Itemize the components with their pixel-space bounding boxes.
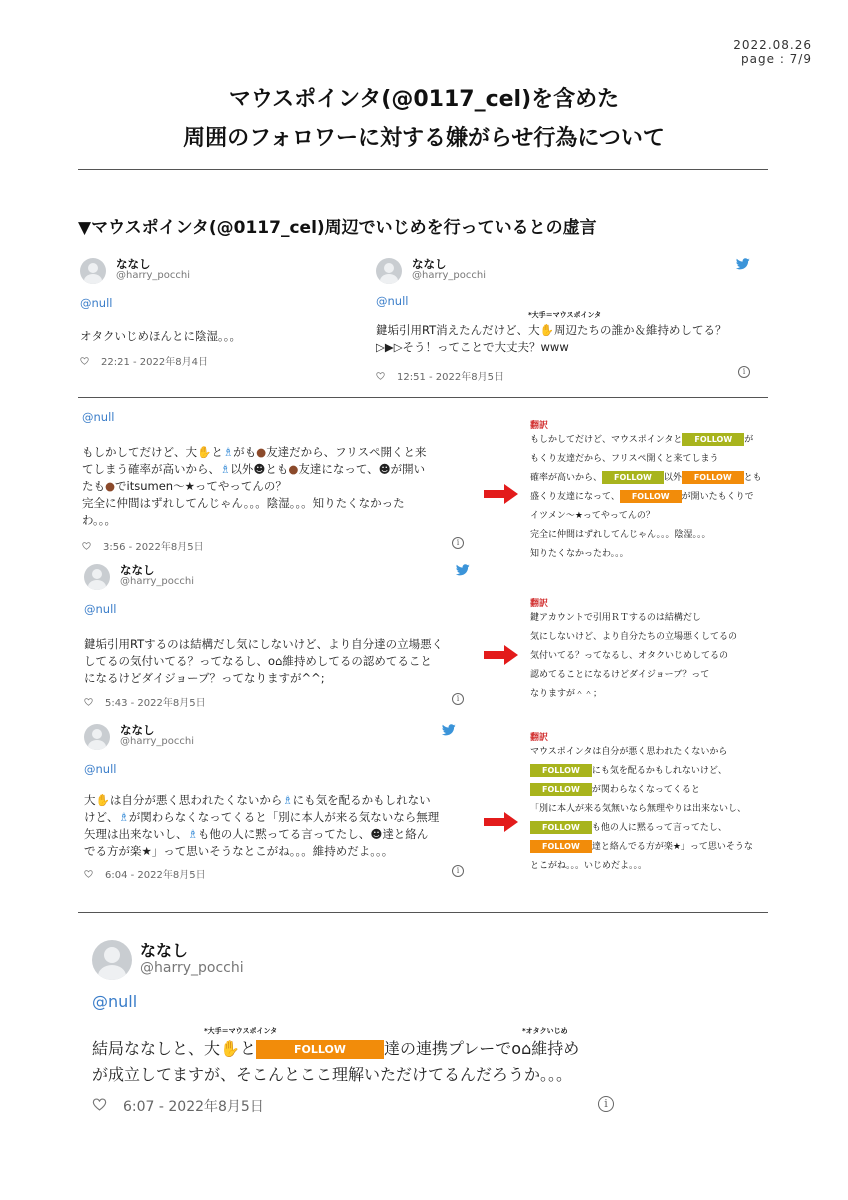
text-segment: 友達だから、フリスペ開くと来 <box>266 445 427 459</box>
text-segment: と <box>211 445 223 459</box>
tweet-author-name: ななし <box>120 563 155 577</box>
translation-text <box>530 743 753 876</box>
twitter-bird-icon <box>456 564 470 576</box>
text-line <box>530 781 753 800</box>
tweet-card-1 <box>80 258 320 368</box>
text-line <box>82 478 427 495</box>
text-line: 知りたくなかったわ。。。 <box>530 549 629 559</box>
tweet-text <box>92 1036 579 1088</box>
follow-badge: FOLLOW <box>620 490 682 503</box>
text-segment: と <box>239 1039 256 1058</box>
arrow-right-icon <box>484 645 518 665</box>
text-segment: 友達になって、 <box>298 462 379 476</box>
heart-icon[interactable] <box>376 372 385 380</box>
text-line: 気付いてる？ってなるし、オタクいじめしてるの <box>530 651 729 661</box>
text-segment: 周辺たちの誰か＆維持めしてる？ <box>554 323 727 337</box>
text-segment: 矢理は出来ないし、 <box>84 827 188 841</box>
text-segment: が <box>744 435 754 445</box>
text-line: が成立してますが、そこんとここ理解いただけてるんだろうか。。。 <box>92 1065 573 1084</box>
wizard-emoji-icon: ♗ <box>187 827 198 841</box>
text-line <box>530 431 762 450</box>
wizard-emoji-icon: ♗ <box>220 462 231 476</box>
tweet-card-6 <box>92 940 622 1120</box>
text-line: 鍵垢引用RTするのは結構だし気にしないけど、より自分達の立場悪く <box>84 637 444 651</box>
text-line: 「別に本人が来る気無いなら無理やりは出来ないし、 <box>530 804 747 814</box>
tweet-footer <box>82 538 204 553</box>
text-segment: もしかしてだけど、マウスポインタと <box>530 435 683 445</box>
translation-block-1 <box>530 418 762 564</box>
tweet-footer <box>376 368 504 383</box>
text-segment: とも <box>743 473 762 483</box>
text-segment: 達の連携プレーでo <box>383 1039 522 1058</box>
text-segment: 以外 <box>663 473 682 483</box>
page-title-line-1: マウスポインタ(@0117_cel)を含めた <box>228 87 620 112</box>
info-icon[interactable]: i <box>452 537 464 549</box>
annotation-note: *大手＝マウスポインタ <box>204 1027 278 1035</box>
title-divider <box>78 169 768 170</box>
text-line <box>82 444 427 461</box>
wizard-emoji-icon: ♗ <box>118 810 129 824</box>
text-line <box>92 1036 579 1062</box>
tweet-text <box>82 444 427 529</box>
page-number: page : 7/9 <box>741 52 812 66</box>
text-line <box>82 461 427 478</box>
hand-emoji-icon: ✋ <box>539 323 555 337</box>
house-emoji-icon: ⌂ <box>275 654 283 668</box>
house-emoji-icon: ⌂ <box>521 1039 532 1058</box>
text-segment: 盛くり友達になって、 <box>530 492 620 502</box>
text-line <box>84 826 439 843</box>
text-segment: は自分が悪く思われたくないから <box>109 793 283 807</box>
tweet-text <box>84 636 443 687</box>
avatar-icon <box>92 940 132 980</box>
text-line <box>84 809 439 826</box>
tweet-timestamp: 22:21 - 2022年8月4日 <box>101 357 208 368</box>
follow-badge: FOLLOW <box>530 840 592 853</box>
hand-emoji-icon: ✋ <box>220 1039 240 1058</box>
text-segment: もしかしてだけど、大 <box>82 445 197 459</box>
tweet-mention[interactable]: @null <box>84 602 117 616</box>
tweet-text <box>84 792 439 860</box>
tweet-timestamp: 6:04 - 2022年8月5日 <box>105 870 206 881</box>
tweet-card-5 <box>84 724 468 880</box>
text-line: もくり友達だから、フリスペ開くと来てしまう <box>530 454 719 464</box>
text-segment: たも <box>82 479 105 493</box>
follow-badge: FOLLOW <box>602 471 664 484</box>
text-line: マウスポインタは自分が悪く思われたくないから <box>530 747 728 757</box>
tweet-author-handle[interactable]: @harry_pocchi <box>412 270 487 281</box>
text-line <box>530 838 753 857</box>
tweet-author-handle[interactable]: @harry_pocchi <box>140 960 244 976</box>
tweet-author-handle[interactable]: @harry_pocchi <box>116 270 191 281</box>
document-date: 2022.08.26 <box>733 38 812 52</box>
tweet-text: オタクいじめほんとに陰湿。。。 <box>80 329 241 343</box>
chestnut-emoji-icon: ● <box>256 445 267 459</box>
twitter-bird-icon <box>736 258 750 270</box>
hand-emoji-icon: ✋ <box>95 793 110 807</box>
text-line: 認めてることになるけどダイジョーブ？って <box>530 670 710 680</box>
text-segment: にも気を配るかもしれないけど、 <box>591 766 727 776</box>
text-segment: にも気を配るかもしれない <box>292 793 431 807</box>
text-line: ▷▶▷そう！ってことで大丈夫？www <box>376 340 569 354</box>
tweet-mention[interactable]: @null <box>92 992 138 1011</box>
tweet-author-handle[interactable]: @harry_pocchi <box>120 576 195 587</box>
arrow-right-icon <box>484 812 518 832</box>
translation-heading: 翻訳 <box>530 599 549 609</box>
follow-badge: FOLLOW <box>682 433 744 446</box>
tweet-footer <box>80 353 208 368</box>
tweet-card-4 <box>84 564 468 710</box>
arrow-right-icon <box>484 484 518 504</box>
tweet-author-name: ななし <box>412 257 447 271</box>
info-icon[interactable]: i <box>452 865 464 877</box>
text-segment: が開いたもくりで <box>681 492 754 502</box>
translation-heading: 翻訳 <box>530 421 549 431</box>
translation-block-2 <box>530 596 737 704</box>
text-line <box>530 762 753 781</box>
annotation-note: *大手＝マウスポインタ <box>528 311 602 319</box>
heart-icon[interactable] <box>80 357 89 365</box>
follow-badge: FOLLOW <box>530 783 592 796</box>
avatar-icon <box>84 724 110 750</box>
section-divider <box>78 912 768 913</box>
translation-text <box>530 609 737 704</box>
text-line <box>530 819 753 838</box>
avatar-icon <box>84 564 110 590</box>
translation-heading: 翻訳 <box>530 733 549 743</box>
info-icon[interactable]: i <box>738 366 750 378</box>
text-line: 完全に仲間はずれしてんじゃん。。。陰湿。。。知りたくなかった <box>82 496 405 510</box>
text-segment: てしまう確率が高いから、 <box>82 462 220 476</box>
tweet-author-name: ななし <box>140 941 189 960</box>
tweet-timestamp: 12:51 - 2022年8月5日 <box>397 372 504 383</box>
person-emoji-icon: ☻ <box>253 462 266 476</box>
text-segment: も他の人に黙るって言ってたし、 <box>591 823 727 833</box>
wizard-emoji-icon: ♗ <box>282 793 293 807</box>
tweet-card-2 <box>376 258 752 382</box>
heart-icon[interactable] <box>82 542 91 550</box>
twitter-bird-icon <box>442 724 456 736</box>
text-segment: でitsumen〜★ってやってんの？ <box>115 479 287 493</box>
follow-badge: FOLLOW <box>682 471 744 484</box>
tweet-author-name: ななし <box>116 257 151 271</box>
person-emoji-icon: ☻ <box>378 462 391 476</box>
text-segment: 大 <box>84 793 96 807</box>
heart-icon[interactable] <box>84 870 93 878</box>
chestnut-emoji-icon: ● <box>105 479 116 493</box>
info-icon[interactable]: i <box>598 1096 614 1112</box>
tweet-text <box>376 322 727 356</box>
annotation-note: *オタクいじめ <box>522 1027 568 1035</box>
translation-block-3 <box>530 730 753 876</box>
text-segment: がも <box>233 445 257 459</box>
chestnut-emoji-icon: ● <box>288 462 299 476</box>
text-segment: が関わらなくなってくると「別に本人が来る気ないなら無理 <box>128 810 440 824</box>
tweet-author-handle[interactable]: @harry_pocchi <box>120 736 195 747</box>
text-line <box>84 792 439 809</box>
follow-badge: FOLLOW <box>530 821 592 834</box>
tweet-author-name: ななし <box>120 723 155 737</box>
section-heading: ▼マウスポインタ(@0117_cel)周辺でいじめを行っているとの虚言 <box>78 218 597 238</box>
translation-text <box>530 431 762 564</box>
avatar-icon <box>376 258 402 284</box>
tweet-mention[interactable]: @null <box>80 296 113 310</box>
tweet-footer <box>84 694 206 709</box>
text-line: 気にしないけど、より自分たちの立場悪くしてるの <box>530 632 738 642</box>
text-segment: も他の人に黙ってる言ってたし、 <box>197 827 371 841</box>
text-segment: 維持めしてるの認めてること <box>282 654 432 668</box>
text-line <box>530 488 762 507</box>
tweet-mention[interactable]: @null <box>376 294 409 308</box>
text-segment: 達と絡ん <box>382 827 429 841</box>
text-line <box>530 469 762 488</box>
page-title-line-2: 周囲のフォロワーに対する嫌がらせ行為について <box>183 126 665 151</box>
tweet-footer <box>84 866 206 881</box>
follow-badge: FOLLOW <box>256 1040 384 1059</box>
text-segment: 維持め <box>531 1039 580 1058</box>
avatar-icon <box>80 258 106 284</box>
hand-emoji-icon: ✋ <box>197 445 212 459</box>
info-icon[interactable]: i <box>452 693 464 705</box>
text-segment: 確率が高いから、 <box>530 473 603 483</box>
text-segment: してるの気付いてる？ってなるし、o <box>84 654 276 668</box>
tweet-footer <box>92 1096 264 1116</box>
tweet-mention[interactable]: @null <box>82 410 115 424</box>
follow-badge: FOLLOW <box>530 764 592 777</box>
person-emoji-icon: ☻ <box>370 827 383 841</box>
text-line: 鍵アカウントで引用ＲＴするのは結構だし <box>530 613 701 623</box>
text-line: とこがね。。。いじめだよ。。。 <box>530 861 648 871</box>
tweet-timestamp: 3:56 - 2022年8月5日 <box>103 542 204 553</box>
text-line: 完全に仲間はずれしてんじゃん。。。陰湿。。。 <box>530 530 711 540</box>
text-segment: けど、 <box>84 810 119 824</box>
text-line: でる方が楽★」って思いそうなとこがね。。。維持めだよ。。。 <box>84 844 394 858</box>
header-meta <box>733 38 812 66</box>
text-segment: 達と絡んでる方が楽★」って思いそうな <box>591 842 753 852</box>
text-line: になるけどダイジョーブ？ってなりますが^^; <box>84 671 325 685</box>
heart-icon[interactable] <box>92 1098 107 1111</box>
tweet-mention[interactable]: @null <box>84 762 117 776</box>
text-line: なりますが＾＾； <box>530 689 603 699</box>
tweet-timestamp: 6:07 - 2022年8月5日 <box>123 1099 264 1115</box>
text-segment: 結局ななしと、大 <box>92 1039 221 1058</box>
text-line <box>376 322 727 339</box>
text-segment: が関わらなくなってくると <box>591 785 700 795</box>
text-segment: 以外 <box>230 462 254 476</box>
text-line: わ。。。 <box>82 513 117 527</box>
heart-icon[interactable] <box>84 698 93 706</box>
wizard-emoji-icon: ♗ <box>222 445 234 459</box>
section-divider <box>78 397 768 398</box>
text-segment: が開い <box>390 462 426 476</box>
tweet-card-3 <box>82 410 468 552</box>
text-line: イツメン〜★ってやってんの？ <box>530 511 655 521</box>
tweet-timestamp: 5:43 - 2022年8月5日 <box>105 698 206 709</box>
text-segment: 鍵垢引用RT消えたんだけど、大 <box>376 323 540 337</box>
text-segment: とも <box>265 462 289 476</box>
text-line <box>84 653 443 670</box>
